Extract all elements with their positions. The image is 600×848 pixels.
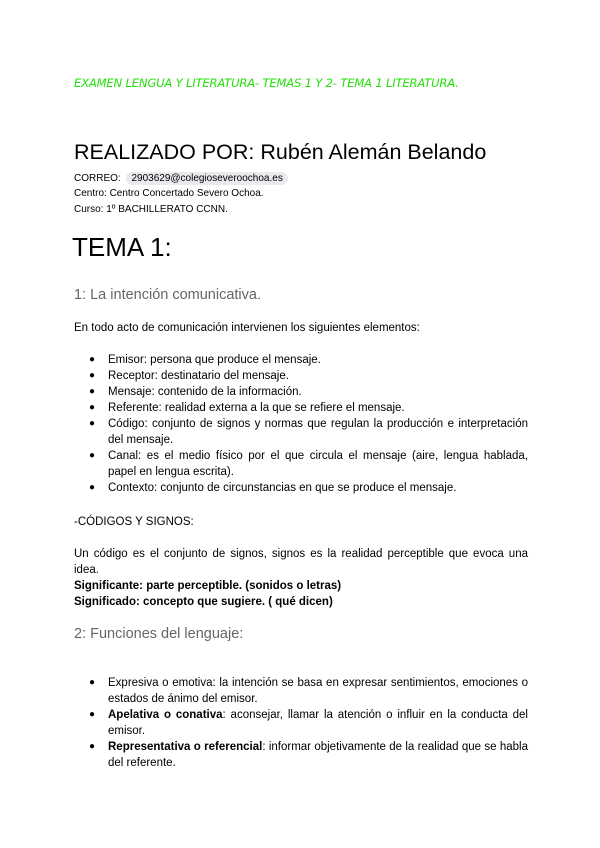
- bullet-icon: ●: [89, 482, 96, 493]
- list-item: ● Mensaje: contenido de la información.: [89, 386, 302, 398]
- list-item: [74, 675, 528, 707]
- centro-line: Centro: Centro Concertado Severo Ochoa.: [74, 188, 264, 199]
- email-line: [74, 172, 288, 185]
- tema-title: TEMA 1:: [72, 232, 172, 262]
- email-label: CORREO:: [74, 173, 121, 184]
- communication-elements-list: [74, 352, 528, 496]
- function-description: : informar objetivamente de la realidad que se habla del referente.: [108, 741, 529, 769]
- codigo-definition: Un código es el conjunto de signos, signos es la realidad perceptible que evoca una idea.: [74, 548, 528, 576]
- author-heading: REALIZADO POR: Rubén Alemán Belando: [74, 140, 487, 164]
- list-item: ● Emisor: persona que produce el mensaje.: [89, 354, 321, 366]
- bullet-icon: ●: [89, 741, 96, 752]
- list-item: ● Código: conjunto de signos y normas que regulan la producción e interpretación del mensaje.: [89, 418, 528, 446]
- bullet-icon: ●: [89, 370, 96, 381]
- language-functions-list: [74, 675, 528, 771]
- curso-line: Curso: 1º BACHILLERATO CCNN.: [74, 204, 228, 215]
- bullet-icon: ●: [89, 450, 96, 461]
- function-description: : aconsejar, llamar la atención o influir en la conducta del emisor.: [108, 709, 528, 737]
- list-item: ● Referente: realidad externa a la que se refiere el mensaje.: [89, 402, 405, 414]
- function-name: Representativa o referencial: [108, 741, 263, 753]
- email-chip[interactable]: 2903629@colegioseveroochoa.es: [126, 172, 287, 185]
- bullet-icon: ●: [89, 677, 96, 688]
- significado-definition: Significado: concepto que sugiere. ( qué dicen): [74, 596, 333, 608]
- codigos-signos-heading: -CÓDIGOS Y SIGNOS:: [74, 516, 194, 528]
- exam-banner-title: EXAMEN LENGUA Y LITERATURA- TEMAS 1 Y 2- TEMA 1 LITERATURA.: [74, 76, 459, 90]
- function-name: Apelativa o conativa: [108, 709, 223, 721]
- bullet-icon: ●: [89, 418, 96, 429]
- bullet-icon: ●: [89, 709, 96, 720]
- bullet-icon: ●: [89, 386, 96, 397]
- significante-definition: Significante: parte perceptible. (sonidos o letras): [74, 580, 342, 592]
- list-item: ● Canal: es el medio físico por el que circula el mensaje (aire, lengua hablada, papel en lengua escrita).: [89, 450, 528, 478]
- elements-intro: En todo acto de comunicación intervienen los siguientes elementos:: [74, 322, 420, 334]
- section-heading-funciones: 2: Funciones del lenguaje:: [74, 626, 244, 642]
- list-item: [74, 739, 528, 771]
- list-item: ● Receptor: destinatario del mensaje.: [89, 370, 289, 382]
- bullet-icon: ●: [89, 402, 96, 413]
- function-description: Expresiva o emotiva: la intención se basa en expresar sentimientos, emociones o estados de ánimo del emisor.: [108, 677, 528, 705]
- bullet-icon: ●: [89, 354, 96, 365]
- list-item: [74, 707, 528, 739]
- section-heading-intencion: 1: La intención comunicativa.: [74, 287, 261, 303]
- list-item: ● Contexto: conjunto de circunstancias en que se produce el mensaje.: [89, 482, 457, 494]
